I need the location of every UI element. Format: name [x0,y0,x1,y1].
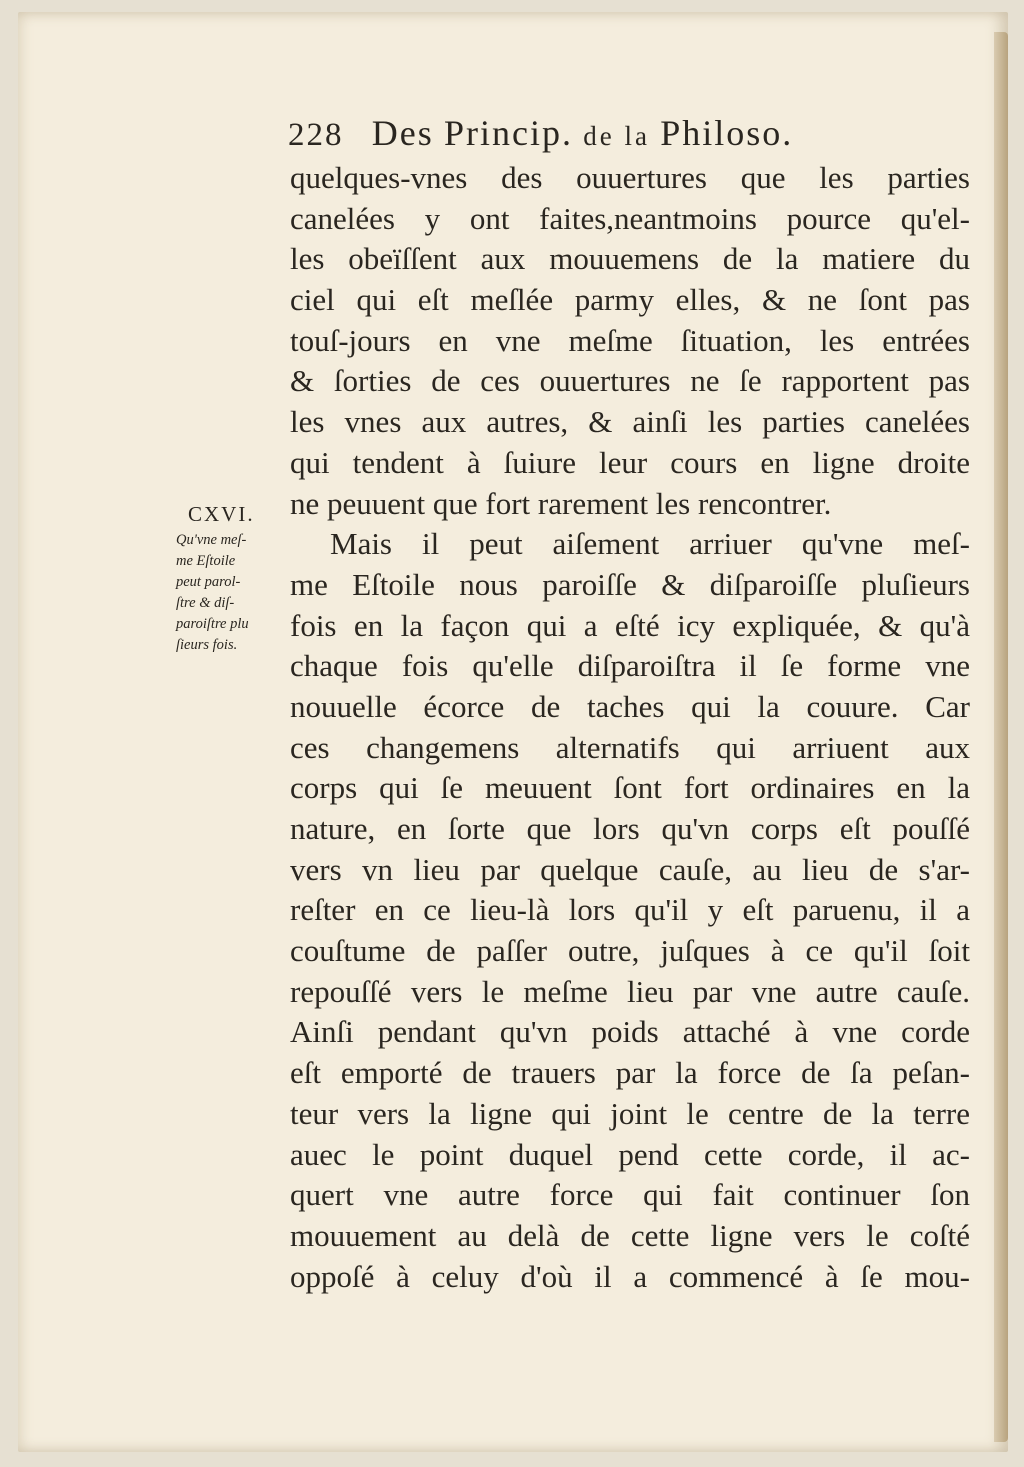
text-line: Mais il peut aiſement arriuer qu'vne meſ- [330,526,970,562]
text-line: vers vn lieu par quelque cauſe, au lieu de s'ar- [290,851,970,887]
margin-note-line: me Eſtoile [176,553,236,569]
text-line: ne peuuent que fort rarement les rencontrer. [290,485,832,521]
margin-note-number: CXVI. [188,502,255,526]
text-line: quelques-vnes des ouuertures que les parties [290,160,970,195]
margin-note-line: paroiſtre plu [176,616,249,632]
text-line: les vnes aux autres, & ainſi les parties canelées [290,404,970,440]
text-line: nature, en ſorte que lors qu'vn corps eſt pouſſé [290,811,970,846]
text-line: Ainſi pendant qu'vn poids attaché à vne corde [290,1014,970,1050]
margin-note-line: Qu'vne meſ- [176,532,247,548]
text-line: quert vne autre force qui fait continuer ſon [290,1177,970,1213]
book-page [18,12,1008,1452]
running-title-word: Philoso. [660,113,794,153]
text-line: qui tendent à ſuiure leur cours en ligne droite [290,444,970,480]
body-text [290,158,970,1297]
text-line: canelées y ont faites,neantmoins pource qu'el- [290,200,970,236]
page-number: 228 [288,117,344,153]
running-title-word: de la [583,121,650,151]
text-line: fois en la façon qui a eſté icy expliquée, & qu'à [290,607,970,643]
text-line: me Eſtoile nous paroiſſe & diſparoiſſe pluſieurs [290,566,970,602]
text-line: couſtume de paſſer outre, juſques à ce qu'il ſoit [290,933,970,969]
margin-note-line: peut parol- [176,574,241,590]
text-line: corps qui ſe meuuent ſont fort ordinaires en la [290,770,970,806]
text-line: reſter en ce lieu-là lors qu'il y eſt paruenu, il a [290,892,970,928]
text-line: touſ-jours en vne meſme ſituation, les entrées [290,322,970,358]
running-title-word: Des [371,113,434,153]
text-line: ciel qui eſt meſlée parmy elles, & ne ſont pas [290,282,970,318]
text-line: repouſſé vers le meſme lieu par vne autre cauſe. [290,973,970,1009]
margin-note-line: ſtre & diſ- [176,595,235,611]
text-line: auec le point duquel pend cette corde, il ac- [290,1136,970,1172]
text-line: nouuelle écorce de taches qui la couure. Car [290,688,970,724]
running-title-word: Princip. [444,113,573,153]
margin-note-line: ſieurs fois. [176,637,238,653]
margin-note [168,502,286,656]
running-header [288,112,968,154]
page-edge [994,32,1008,1442]
text-line: eſt emporté de trauers par la force de ſa peſan- [290,1055,970,1091]
text-line: ces changemens alternatifs qui arriuent aux [290,729,970,765]
text-line: les obeïſſent aux mouuemens de la matiere du [290,241,970,277]
text-line: teur vers la ligne qui joint le centre de la terre [290,1095,970,1131]
text-line: mouuement au delà de cette ligne vers le coſté [290,1217,970,1253]
text-line: oppoſé à celuy d'où il a commencé à ſe mou- [290,1258,970,1294]
text-line: chaque fois qu'elle diſparoiſtra il ſe forme vne [290,648,970,684]
text-line: & ſorties de ces ouuertures ne ſe rapportent pas [290,363,970,399]
